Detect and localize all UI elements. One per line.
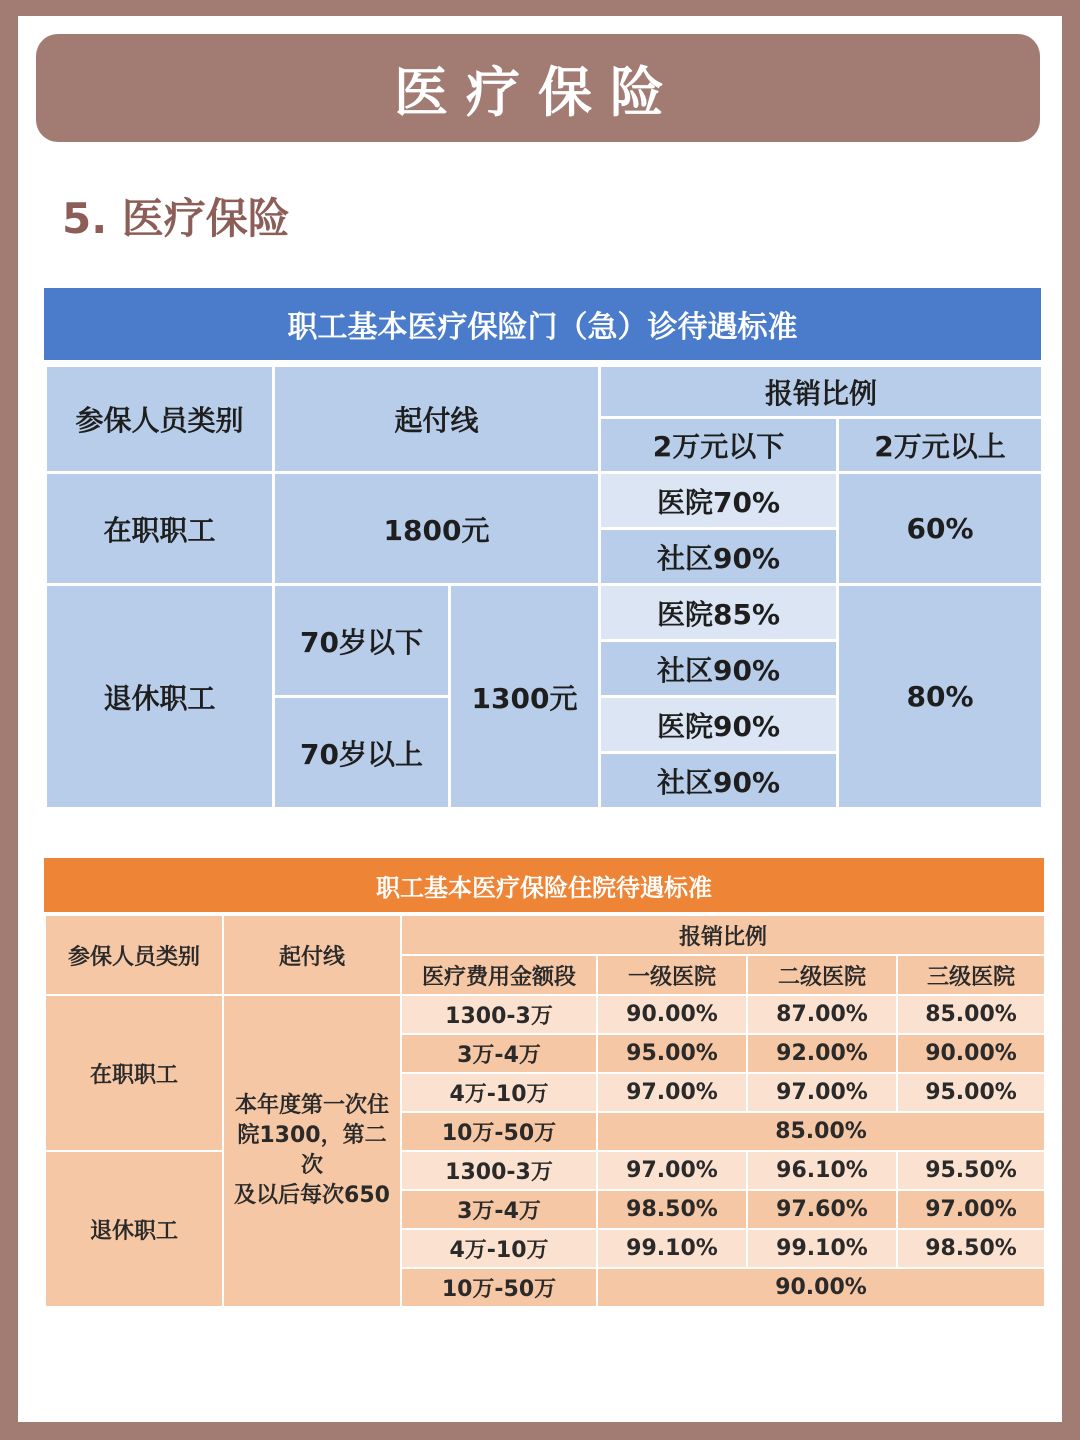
table-cell: 97.00%	[597, 1073, 747, 1112]
employed-label: 在职职工	[46, 473, 274, 585]
employed-deductible: 1800元	[274, 473, 600, 585]
header-ratio: 报销比例	[600, 366, 1043, 418]
table-cell: 95.00%	[897, 1073, 1045, 1112]
table-cell: 98.50%	[597, 1190, 747, 1229]
table-cell: 92.00%	[747, 1034, 897, 1073]
table-cell: 4万-10万	[401, 1073, 597, 1112]
table-cell: 10万-50万	[401, 1112, 597, 1151]
table-cell: 95.00%	[597, 1034, 747, 1073]
header-category: 参保人员类别	[46, 366, 274, 473]
header-deductible: 起付线	[274, 366, 600, 473]
page-banner	[36, 34, 1040, 142]
retired-above: 80%	[838, 585, 1043, 809]
banner-title: 医疗保险	[394, 60, 682, 124]
ip-header-level1: 一级医院	[597, 955, 747, 995]
retired-over70: 70岁以上	[274, 697, 450, 809]
section-title: 5. 医疗保险	[62, 194, 290, 243]
header-below-20k: 2万元以下	[600, 418, 838, 473]
table-cell: 90.00%	[597, 1268, 1045, 1307]
table-cell: 10万-50万	[401, 1268, 597, 1307]
retired-under70-community: 社区90%	[600, 641, 838, 697]
ip-header-ratio: 报销比例	[401, 915, 1045, 955]
table-cell: 85.00%	[897, 995, 1045, 1034]
ip-retired-label: 退休职工	[45, 1151, 223, 1307]
retired-over70-community: 社区90%	[600, 753, 838, 809]
table-cell: 90.00%	[897, 1034, 1045, 1073]
table-cell: 96.10%	[747, 1151, 897, 1190]
inpatient-table	[44, 914, 1046, 1308]
retired-under70-hospital: 医院85%	[600, 585, 838, 641]
ip-header-level2: 二级医院	[747, 955, 897, 995]
table-cell: 3万-4万	[401, 1190, 597, 1229]
table-cell: 90.00%	[597, 995, 747, 1034]
table-cell: 97.00%	[597, 1151, 747, 1190]
table-cell: 97.60%	[747, 1190, 897, 1229]
outpatient-table-title: 职工基本医疗保险门（急）诊待遇标准	[44, 288, 1041, 360]
table-cell: 99.10%	[597, 1229, 747, 1268]
employed-above: 60%	[838, 473, 1043, 585]
outpatient-table	[44, 364, 1044, 810]
table-cell: 99.10%	[747, 1229, 897, 1268]
employed-hospital: 医院70%	[600, 473, 838, 529]
ip-header-category: 参保人员类别	[45, 915, 223, 995]
table-cell: 98.50%	[897, 1229, 1045, 1268]
header-above-20k: 2万元以上	[838, 418, 1043, 473]
table-cell: 85.00%	[597, 1112, 1045, 1151]
ip-header-deductible: 起付线	[223, 915, 401, 995]
retired-over70-hospital: 医院90%	[600, 697, 838, 753]
table-cell: 1300-3万	[401, 995, 597, 1034]
ip-header-level3: 三级医院	[897, 955, 1045, 995]
ip-employed-label: 在职职工	[45, 995, 223, 1151]
inpatient-table-title: 职工基本医疗保险住院待遇标准	[44, 858, 1044, 912]
retired-label: 退休职工	[46, 585, 274, 809]
table-cell: 4万-10万	[401, 1229, 597, 1268]
employed-community: 社区90%	[600, 529, 838, 585]
ip-header-amount: 医疗费用金额段	[401, 955, 597, 995]
table-cell: 3万-4万	[401, 1034, 597, 1073]
retired-deductible: 1300元	[450, 585, 600, 809]
table-cell: 97.00%	[747, 1073, 897, 1112]
table-cell: 95.50%	[897, 1151, 1045, 1190]
table-cell: 1300-3万	[401, 1151, 597, 1190]
table-cell: 87.00%	[747, 995, 897, 1034]
ip-deductible-note: 本年度第一次住 院1300，第二次 及以后每次650	[223, 995, 401, 1307]
table-cell: 97.00%	[897, 1190, 1045, 1229]
retired-under70: 70岁以下	[274, 585, 450, 697]
